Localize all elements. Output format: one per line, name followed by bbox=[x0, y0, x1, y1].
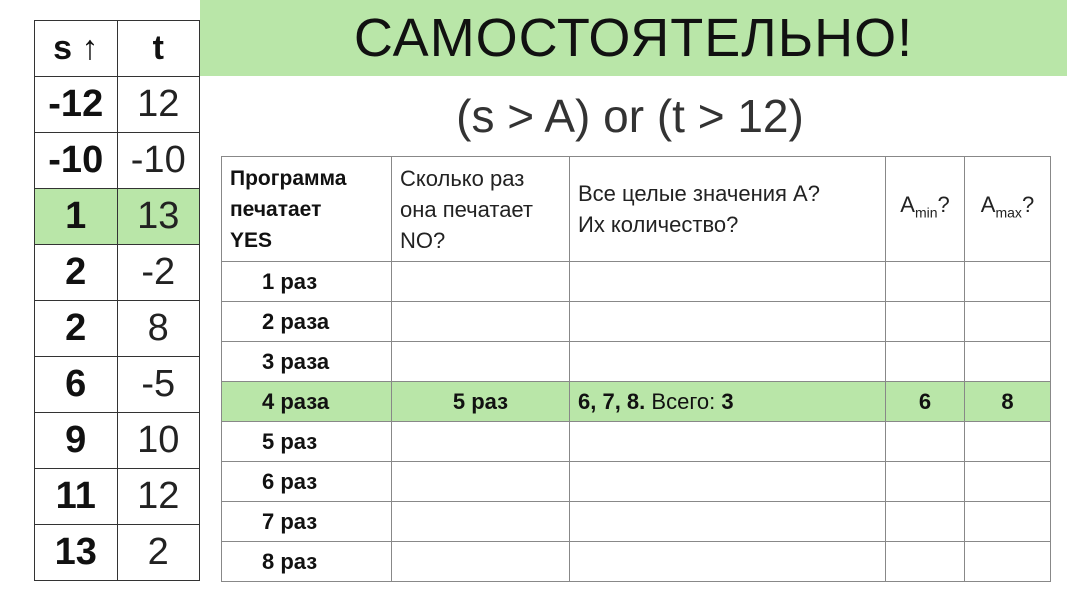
count-label: Всего: bbox=[651, 388, 716, 414]
amin-cell[interactable] bbox=[886, 262, 965, 302]
no-count-cell[interactable] bbox=[392, 422, 570, 462]
header-line: печатает bbox=[230, 197, 322, 221]
s-t-row bbox=[35, 357, 200, 413]
yes-count-cell: 7 раз bbox=[222, 502, 392, 542]
amin-cell[interactable] bbox=[886, 502, 965, 542]
no-count-cell[interactable] bbox=[392, 262, 570, 302]
amax-cell[interactable] bbox=[965, 262, 1051, 302]
s-t-row bbox=[35, 245, 200, 301]
no-count-cell[interactable]: 5 раз bbox=[392, 382, 570, 422]
values-cell[interactable] bbox=[570, 462, 886, 502]
t-value: 13 bbox=[117, 189, 200, 245]
values-cell[interactable] bbox=[570, 342, 886, 382]
t-value: 12 bbox=[117, 77, 200, 133]
answer-row bbox=[222, 302, 1051, 342]
header-q: ? bbox=[1021, 192, 1035, 218]
amax-cell[interactable] bbox=[965, 462, 1051, 502]
t-value: -2 bbox=[117, 245, 200, 301]
amin-cell[interactable]: 6 bbox=[886, 382, 965, 422]
values-header bbox=[570, 157, 886, 262]
page-title: САМОСТОЯТЕЛЬНО! bbox=[353, 8, 914, 68]
yes-count-cell: 8 раз bbox=[222, 542, 392, 582]
t-value: 10 bbox=[117, 413, 200, 469]
answer-header-row bbox=[222, 157, 1051, 262]
values-cell[interactable] bbox=[570, 502, 886, 542]
no-count-cell[interactable] bbox=[392, 302, 570, 342]
amax-cell[interactable] bbox=[965, 502, 1051, 542]
t-value: -10 bbox=[117, 133, 200, 189]
s-value: 6 bbox=[35, 357, 118, 413]
s-t-row-highlighted bbox=[35, 189, 200, 245]
s-value: 11 bbox=[35, 469, 118, 525]
count-value: 3 bbox=[721, 388, 734, 414]
yes-count-header bbox=[222, 157, 392, 262]
yes-count-cell: 6 раз bbox=[222, 462, 392, 502]
amax-cell[interactable] bbox=[965, 302, 1051, 342]
header-line: Сколько раз bbox=[400, 165, 525, 191]
s-value: 2 bbox=[35, 301, 118, 357]
amax-cell[interactable] bbox=[965, 342, 1051, 382]
header-line: Программа bbox=[230, 166, 347, 190]
header-line: она печатает bbox=[400, 196, 534, 222]
answer-row bbox=[222, 422, 1051, 462]
s-value: 1 bbox=[35, 189, 118, 245]
header-sub: max bbox=[995, 204, 1022, 221]
values-cell[interactable] bbox=[570, 262, 886, 302]
answer-row-highlighted bbox=[222, 382, 1051, 422]
t-value: 12 bbox=[117, 469, 200, 525]
header-line: NO? bbox=[400, 227, 446, 253]
s-value: -10 bbox=[35, 133, 118, 189]
header-line: YES bbox=[230, 228, 273, 252]
amax-cell[interactable] bbox=[965, 542, 1051, 582]
s-value: 9 bbox=[35, 413, 118, 469]
yes-count-cell: 1 раз bbox=[222, 262, 392, 302]
answer-row bbox=[222, 462, 1051, 502]
s-t-row bbox=[35, 413, 200, 469]
answer-row bbox=[222, 542, 1051, 582]
amin-cell[interactable] bbox=[886, 542, 965, 582]
s-t-header-row bbox=[35, 21, 200, 77]
no-count-cell[interactable] bbox=[392, 462, 570, 502]
answer-table bbox=[221, 156, 1051, 582]
values-cell[interactable] bbox=[570, 542, 886, 582]
amax-cell[interactable] bbox=[965, 422, 1051, 462]
yes-count-cell: 4 раза bbox=[222, 382, 392, 422]
s-t-row bbox=[35, 77, 200, 133]
s-value: 13 bbox=[35, 525, 118, 581]
yes-count-cell: 2 раза bbox=[222, 302, 392, 342]
header-sub: min bbox=[914, 204, 938, 221]
values-list: 6, 7, 8. bbox=[578, 388, 646, 414]
amin-cell[interactable] bbox=[886, 422, 965, 462]
no-count-cell[interactable] bbox=[392, 542, 570, 582]
no-count-cell[interactable] bbox=[392, 502, 570, 542]
header-base: A bbox=[980, 192, 996, 218]
amin-header bbox=[886, 157, 965, 262]
values-cell[interactable] bbox=[570, 302, 886, 342]
t-value: -5 bbox=[117, 357, 200, 413]
header-q: ? bbox=[937, 192, 950, 218]
values-cell[interactable] bbox=[570, 382, 886, 422]
s-value: -12 bbox=[35, 77, 118, 133]
amax-header bbox=[965, 157, 1051, 262]
values-cell[interactable] bbox=[570, 422, 886, 462]
s-t-row bbox=[35, 133, 200, 189]
s-t-row bbox=[35, 469, 200, 525]
yes-count-cell: 5 раз bbox=[222, 422, 392, 462]
t-value: 8 bbox=[117, 301, 200, 357]
header-base: A bbox=[900, 192, 915, 218]
answer-row bbox=[222, 342, 1051, 382]
s-t-table bbox=[34, 20, 200, 581]
t-value: 2 bbox=[117, 525, 200, 581]
no-count-cell[interactable] bbox=[392, 342, 570, 382]
s-t-row bbox=[35, 525, 200, 581]
amin-cell[interactable] bbox=[886, 302, 965, 342]
header-line: Их количество? bbox=[578, 212, 739, 237]
amax-cell[interactable]: 8 bbox=[965, 382, 1051, 422]
answer-row bbox=[222, 262, 1051, 302]
s-header: s ↑ bbox=[35, 21, 118, 77]
condition-expression: (s > A) or (t > 12) bbox=[456, 90, 804, 142]
s-value: 2 bbox=[35, 245, 118, 301]
yes-count-cell: 3 раза bbox=[222, 342, 392, 382]
t-header: t bbox=[117, 21, 200, 77]
answer-row bbox=[222, 502, 1051, 542]
no-count-header bbox=[392, 157, 570, 262]
amin-cell[interactable] bbox=[886, 462, 965, 502]
s-t-row bbox=[35, 301, 200, 357]
amin-cell[interactable] bbox=[886, 342, 965, 382]
header-line: Все целые значения А? bbox=[578, 181, 820, 206]
